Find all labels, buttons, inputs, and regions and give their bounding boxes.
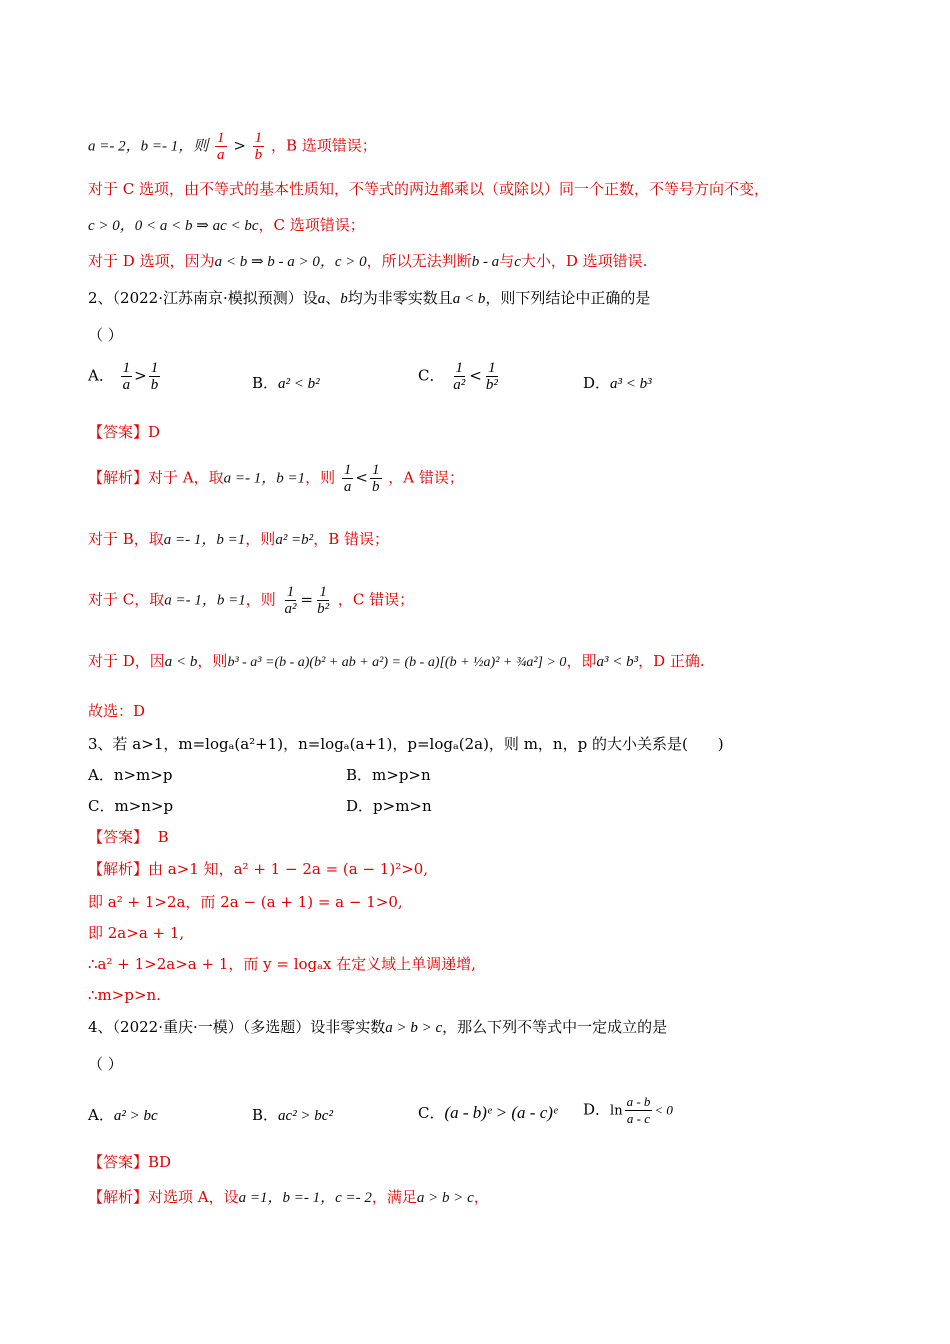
q2-solution-d: 对于 D，因a < b，则b³ - a³ =(b - a)(b² + ab + a²) = (b - a)[(b + ½a)² + ¾a²] > 0，即a³ < b³，D 正确. xyxy=(88,652,705,670)
q4-option-c: C．(a - b)ᵉ > (a - c)ᵉ xyxy=(418,1103,558,1122)
solution-line-c: c > 0，0 < a < b ⇒ ac < bc，C 选项错误； xyxy=(88,216,365,234)
q3-option-c: C．m>n>p xyxy=(88,797,174,815)
q2-solution-b: 对于 B，取a =- 1，b =1，则a² =b²，B 错误； xyxy=(88,530,389,548)
q2-option-a: A． $\frac{1}{a}$ > $\frac{1}{b}$ xyxy=(88,360,159,393)
solution-line-b-wrong: a =- 2，b =- 1，则 $\frac{1}{a}$ > $\frac{1}{b}$ ，B 选项错误； xyxy=(88,130,377,163)
q4-option-d: D．ln $\frac{a - b}{a - c}$ < 0 xyxy=(583,1094,673,1126)
q2-option-c: C． $\frac{1}{\text{a²}}$ < $\frac{1}{\text{b²}}$ xyxy=(418,360,498,393)
q2-option-d: D．a³ < b³ xyxy=(583,374,652,392)
q2-solution-a: 【解析】对于 A，取a =- 1，b =1，则 $\frac{1}{a}$ < $\frac{1}{b}$ ，A 错误； xyxy=(88,462,464,495)
q2-answer: 【答案】D xyxy=(88,423,161,441)
question-3-stem: 3、若 a>1，m=logₐ(a²+1)，n=logₐ(a+1)，p=logₐ(2a)，则 m，n，p 的大小关系是( ) xyxy=(88,735,724,753)
q2-solution-c: 对于 C，取a =- 1，b =1，则 $\frac{1}{\text{a²}}$ = $\frac{1}{\text{b²}}$ ，C 错误； xyxy=(88,584,415,617)
q4-option-b: B．ac² > bc² xyxy=(252,1106,333,1124)
solution-line-c-intro: 对于 C 选项，由不等式的基本性质知，不等式的两边都乘以（或除以）同一个正数，不等号方向不变， xyxy=(88,180,770,198)
q3-answer: 【答案】 B xyxy=(88,828,169,846)
q3-solution-5: ∴m>p>n. xyxy=(88,986,161,1004)
q3-solution-4: ∴a² + 1>2a>a + 1，而 y = logₐx 在定义域上单调递增, xyxy=(88,955,476,973)
q3-solution-2: 即 a² + 1>2a，而 2a − (a + 1) = a − 1>0, xyxy=(88,893,403,911)
q3-option-a: A．n>m>p xyxy=(88,766,173,784)
q3-solution-1: 【解析】由 a>1 知，a² + 1 − 2a = (a − 1)²>0, xyxy=(88,860,429,878)
q4-answer: 【答案】BD xyxy=(88,1153,172,1171)
question-4-stem: 4、（2022·重庆·一模）（多选题）设非零实数a > b > c，那么下列不等式中一定成立的是 xyxy=(88,1018,668,1036)
q4-option-a: A．a² > bc xyxy=(88,1106,158,1124)
question-2-stem: 2、（2022·江苏南京·模拟预测）设a、b均为非零实数且a < b，则下列结论中正确的是 xyxy=(88,289,651,307)
q3-option-b: B．m>p>n xyxy=(346,766,431,784)
fraction: $\frac{1}{b}$ xyxy=(254,130,263,163)
solution-line-d: 对于 D 选项，因为a < b ⇒ b - a > 0，c > 0，所以无法判断b - a与c大小，D 选项错误. xyxy=(88,252,648,270)
q3-option-d: D．p>m>n xyxy=(346,797,432,815)
fraction: $\frac{1}{a}$ xyxy=(217,130,225,163)
q2-option-b: B．a² < b² xyxy=(252,374,320,392)
q4-solution-a: 【解析】对选项 A，设a =1，b =- 1，c =- 2，满足a > b > c， xyxy=(88,1188,489,1206)
q2-conclusion: 故选：D xyxy=(88,702,146,720)
math-expr: a =- 2，b =- 1，则 xyxy=(88,138,209,155)
question-4-blank: （ ） xyxy=(88,1055,123,1073)
q3-solution-3: 即 2a>a + 1, xyxy=(88,924,185,942)
question-2-blank: （ ） xyxy=(88,326,123,344)
